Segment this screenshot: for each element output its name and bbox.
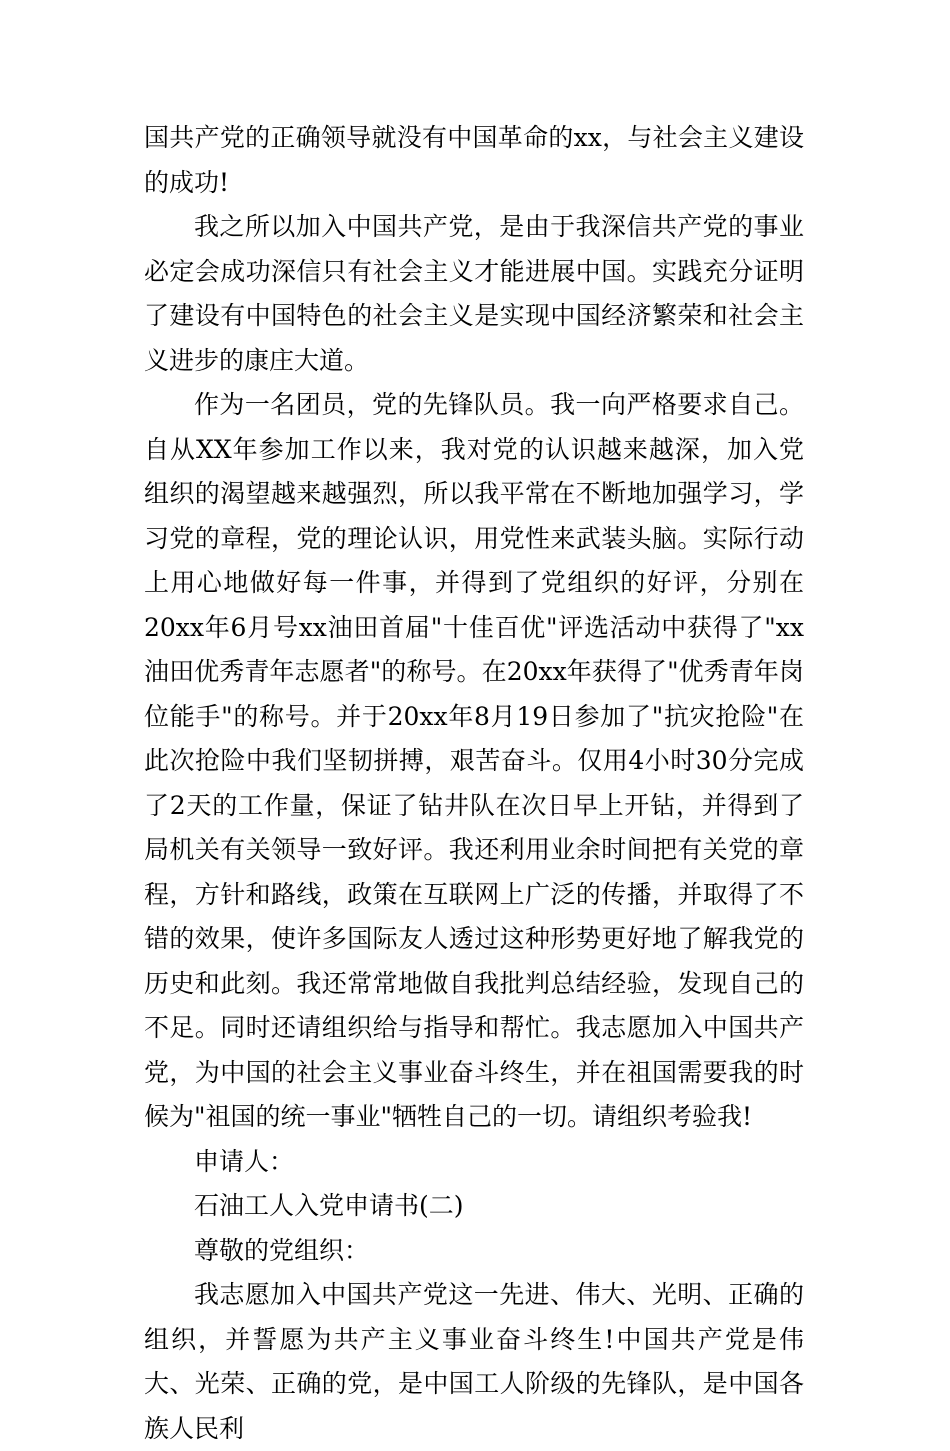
paragraph-reason: 我之所以加入中国共产党，是由于我深信共产党的事业必定会成功深信只有社会主义才能进展中国。实践充分证明了建设有中国特色的社会主义是实现中国经济繁荣和社会主义进步的康庄大道。 — [144, 212, 804, 375]
document-page — [144, 116, 804, 1451]
salutation: 尊敬的党组织： — [194, 1235, 370, 1265]
applicant-label: 申请人： — [194, 1146, 295, 1176]
second-letter-title: 石油工人入党申请书(二) — [194, 1191, 464, 1220]
paragraph-continuation: 国共产党的正确领导就没有中国革命的xx，与社会主义建设的成功! — [144, 123, 804, 197]
paragraph-pledge: 我志愿加入中国共产党这一先进、伟大、光明、正确的组织，并誓愿为共产主义事业奋斗终生!中国共产党是伟大、光荣、正确的党，是中国工人阶级的先锋队，是中国各族人民利 — [144, 1280, 804, 1443]
paragraph-experience: 作为一名团员，党的先锋队员。我一向严格要求自己。自从XX年参加工作以来，我对党的认识越来越深，加入党组织的渴望越来越强烈，所以我平常在不断地加强学习，学习党的章程，党的理论认识，用党性来武装头脑。实际行动上用心地做好每一件事，并得到了党组织的好评，分别在20xx年6月号xx油田首届"十佳百优"评选活动中获得了"xx油田优秀青年志愿者"的称号。在20xx年获得了"优秀青年岗位能手"的称号。并于20xx年8月19日参加了"抗灾抢险"在此次抢险中我们坚韧拼搏，艰苦奋斗。仅用4小时30分完成了2天的工作量，保证了钻井队在次日早上开钻，并得到了局机关有关领导一致好评。我还利用业余时间把有关党的章程，方针和路线，政策在互联网上广泛的传播，并取得了不错的效果，使许多国际友人透过这种形势更好地了解我党的历史和此刻。我还常常地做自我批判总结经验，发现自己的不足。同时还请组织给与指导和帮忙。我志愿加入中国共产党，为中国的社会主义事业奋斗终生，并在祖国需要我的时候为"祖国的统一事业"牺牲自己的一切。请组织考验我! — [144, 390, 804, 1131]
